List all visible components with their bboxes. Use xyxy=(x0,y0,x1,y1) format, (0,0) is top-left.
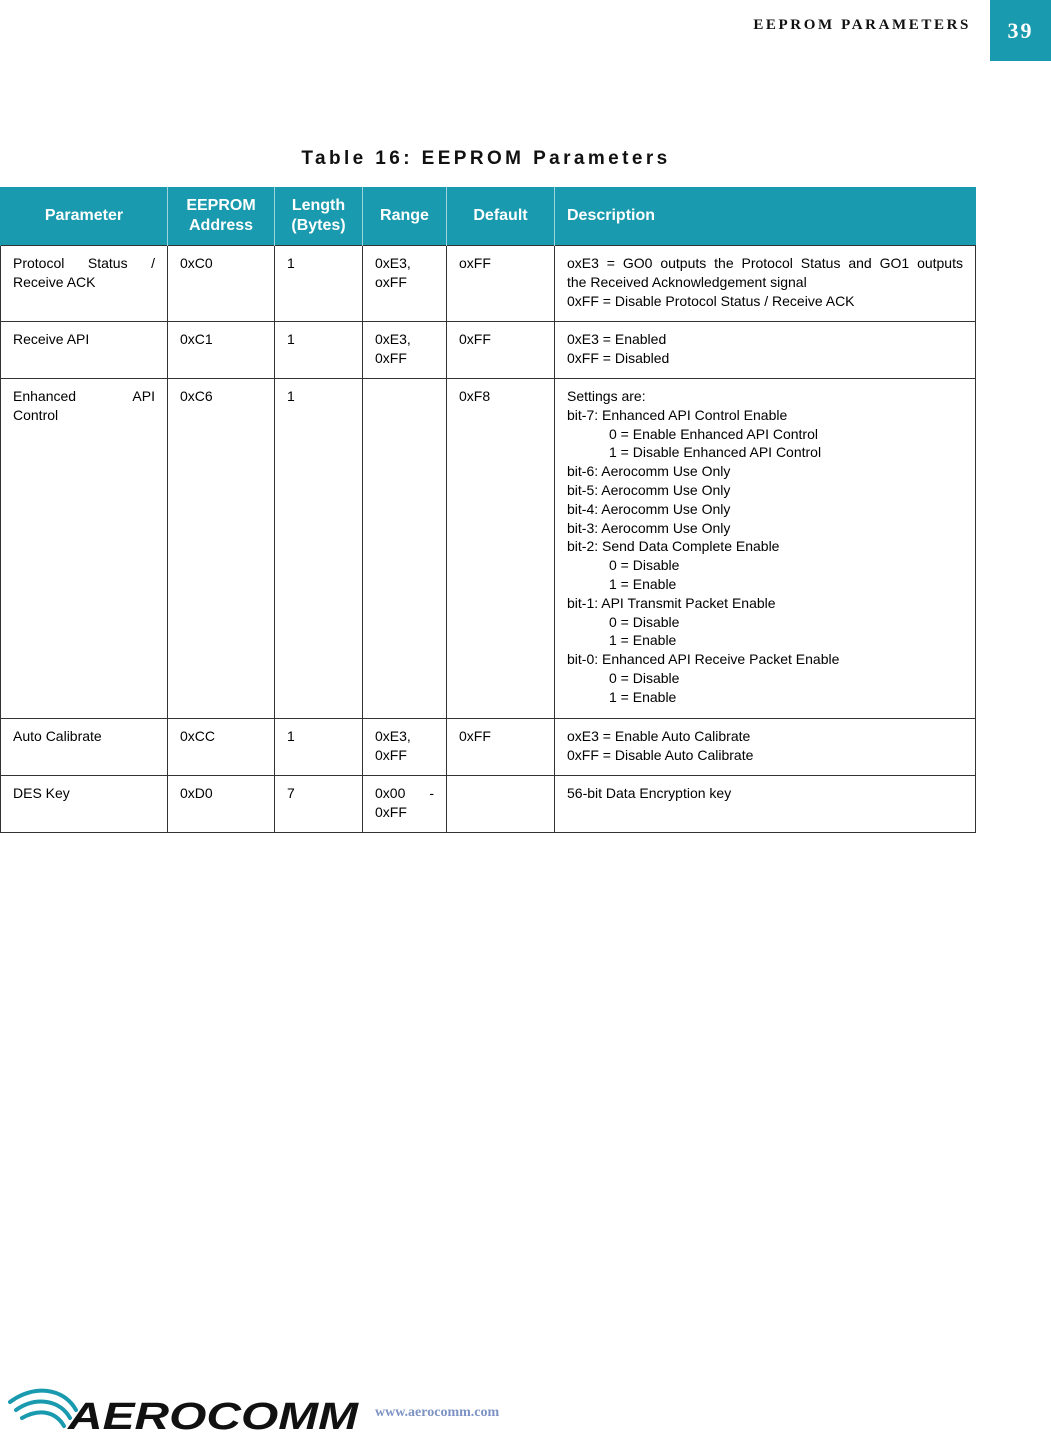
cell-text: Enhanced API xyxy=(13,388,155,404)
cell-description xyxy=(555,719,976,776)
desc-line: oxE3 = Enable Auto Calibrate xyxy=(567,728,751,744)
col-header-address-line2: Address xyxy=(188,217,254,234)
table-header-row xyxy=(1,187,976,246)
desc-line: bit-4: Aerocomm Use Only xyxy=(567,500,731,517)
desc-line: bit-3: Aerocomm Use Only xyxy=(567,519,731,536)
col-header-length-line2: (Bytes) xyxy=(291,217,346,234)
cell-parameter: DES Key xyxy=(1,776,168,833)
eeprom-parameters-table xyxy=(0,187,976,833)
desc-sub-line: 1 = Enable xyxy=(609,688,677,705)
cell-description xyxy=(555,322,976,379)
cell-parameter: Auto Calibrate xyxy=(1,719,168,776)
running-header-title: EEPROM PARAMETERS xyxy=(753,17,971,33)
col-header-address-line1: EEPROM xyxy=(186,197,256,214)
cell-range xyxy=(363,719,447,776)
table-row xyxy=(1,776,976,833)
col-header-length-line1: Length xyxy=(291,197,346,214)
desc-line: bit-5: Aerocomm Use Only xyxy=(567,481,731,498)
cell-address: 0xCC xyxy=(168,719,275,776)
cell-range xyxy=(363,246,447,322)
cell-description xyxy=(555,776,976,833)
desc-line: bit-7: Enhanced API Control Enable xyxy=(567,406,788,423)
desc-line: 56-bit Data Encryption key xyxy=(567,785,732,801)
footer-url[interactable]: www.aerocomm.com xyxy=(375,1405,500,1420)
desc-line: oxE3 = GO0 outputs the Protocol Status and GO1 outputs xyxy=(567,255,963,271)
desc-line: Settings are: xyxy=(567,388,646,404)
table-row xyxy=(1,379,976,719)
cell-default: 0xF8 xyxy=(447,379,555,719)
cell-length: 1 xyxy=(275,379,363,719)
cell-range xyxy=(363,322,447,379)
cell-text: 0xFF xyxy=(375,804,407,820)
col-header-default: Default xyxy=(447,187,555,246)
table-title: Table 16: EEPROM Parameters xyxy=(301,148,671,169)
cell-text: 0xE3, xyxy=(375,331,411,347)
cell-range xyxy=(363,379,447,719)
cell-address: 0xD0 xyxy=(168,776,275,833)
logo-wordmark: AEROCOMM xyxy=(66,1396,360,1436)
cell-address: 0xC6 xyxy=(168,379,275,719)
desc-line: bit-6: Aerocomm Use Only xyxy=(567,463,731,480)
cell-length: 1 xyxy=(275,246,363,322)
desc-sub-line: 1 = Enable xyxy=(609,575,677,592)
cell-range xyxy=(363,776,447,833)
cell-text: Control xyxy=(13,407,59,423)
col-header-length xyxy=(275,187,363,246)
desc-sub-line: 0 = Disable xyxy=(609,557,680,574)
cell-length: 7 xyxy=(275,776,363,833)
desc-line: bit-2: Send Data Complete Enable xyxy=(567,538,780,555)
col-header-parameter: Parameter xyxy=(1,187,168,246)
cell-text: oxFF xyxy=(375,274,407,290)
logo-swoosh-inner xyxy=(22,1412,64,1426)
cell-parameter xyxy=(1,246,168,322)
cell-default xyxy=(447,776,555,833)
cell-address: 0xC0 xyxy=(168,246,275,322)
col-header-description: Description xyxy=(555,187,976,246)
col-header-address xyxy=(168,187,275,246)
cell-default: 0xFF xyxy=(447,322,555,379)
cell-description xyxy=(555,246,976,322)
cell-parameter xyxy=(1,379,168,719)
cell-length: 1 xyxy=(275,719,363,776)
cell-default: 0xFF xyxy=(447,719,555,776)
desc-sub-line: 0 = Enable Enhanced API Control xyxy=(609,425,818,442)
cell-text: 0xFF xyxy=(375,747,407,763)
page-number-badge: 39 xyxy=(990,0,1051,61)
cell-text: Receive ACK xyxy=(13,274,96,290)
col-header-range: Range xyxy=(363,187,447,246)
table-row xyxy=(1,322,976,379)
desc-line: bit-0: Enhanced API Receive Packet Enable xyxy=(567,651,840,668)
desc-line: 0xFF = Disable Auto Calibrate xyxy=(567,747,754,763)
cell-parameter: Receive API xyxy=(1,322,168,379)
cell-text: 0xE3, xyxy=(375,255,411,271)
cell-text: 0xE3, xyxy=(375,728,411,744)
desc-line: the Received Acknowledgement signal xyxy=(567,274,807,290)
aerocomm-logo xyxy=(6,1380,362,1436)
table-row xyxy=(1,246,976,322)
desc-sub-line: 1 = Enable xyxy=(609,632,677,649)
desc-sub-line: 0 = Disable xyxy=(609,613,680,630)
cell-address: 0xC1 xyxy=(168,322,275,379)
cell-length: 1 xyxy=(275,322,363,379)
desc-line: 0xE3 = Enabled xyxy=(567,331,667,347)
table-row xyxy=(1,719,976,776)
cell-text: 0x00 - xyxy=(375,785,434,801)
desc-line: 0xFF = Disable Protocol Status / Receive ACK xyxy=(567,293,855,309)
desc-line: 0xFF = Disabled xyxy=(567,350,670,366)
cell-default: oxFF xyxy=(447,246,555,322)
desc-sub-line: 0 = Disable xyxy=(609,669,680,686)
desc-sub-line: 1 = Disable Enhanced API Control xyxy=(609,444,822,461)
desc-line: bit-1: API Transmit Packet Enable xyxy=(567,594,776,611)
cell-text: Protocol Status / xyxy=(13,255,155,271)
cell-description xyxy=(555,379,976,719)
cell-text: 0xFF xyxy=(375,350,407,366)
